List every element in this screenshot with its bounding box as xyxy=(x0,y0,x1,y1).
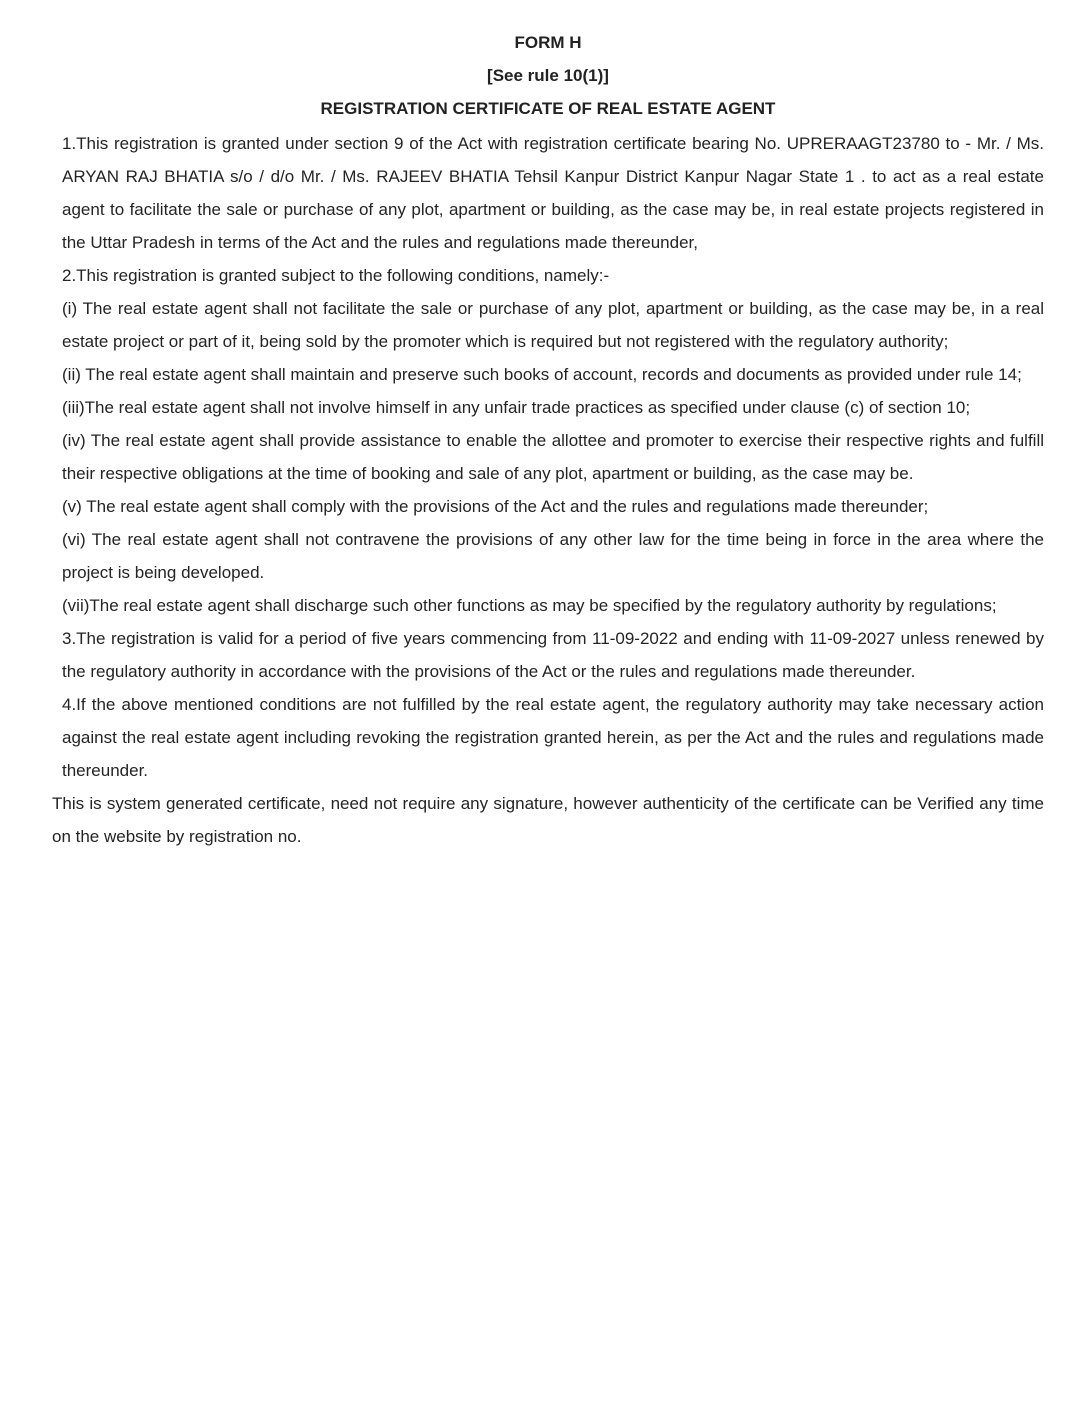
rule-reference: [See rule 10(1)] xyxy=(487,66,609,85)
condition-v-comply-provisions: (v) The real estate agent shall comply with the provisions of the Act and the rules and regulations made thereunder; xyxy=(62,497,929,516)
condition-vii-other-functions: (vii)The real estate agent shall discharge such other functions as may be specified by the regulatory authority by regulations; xyxy=(62,596,997,615)
document-header xyxy=(52,26,1044,125)
condition-vi-no-contravention: (vi) The real estate agent shall not contravene the provisions of any other law for the time being in force in the area where the project is being developed. xyxy=(62,530,1044,582)
paragraph-3-validity-period: 3.The registration is valid for a period of five years commencing from 11-09-2022 and ending with 11-09-2027 unless renewed by the regulatory authority in accordance with the provisions of the Act or the rules and regulations made thereunder. xyxy=(62,629,1044,681)
system-generated-note: This is system generated certificate, need not require any signature, however authenticity of the certificate can be Verified any time on the website by registration no. xyxy=(52,794,1044,846)
condition-iii-no-unfair-practices: (iii)The real estate agent shall not involve himself in any unfair trade practices as specified under clause (c) of section 10; xyxy=(62,398,971,417)
paragraph-1-registration-grant: 1.This registration is granted under section 9 of the Act with registration certificate bearing No. UPRERAAGT23780 to - Mr. / Ms. ARYAN RAJ BHATIA s/o / d/o Mr. / Ms. RAJEEV BHATIA Tehsil Kanpur District Kanpur Nagar State 1 . to act as a real estate agent to facilitate the sale or purchase of any plot, apartment or building, as the case may be, in real estate projects registered in the Uttar Pradesh in terms of the Act and the rules and regulations made thereunder, xyxy=(62,134,1044,252)
paragraph-2-conditions-intro: 2.This registration is granted subject to the following conditions, namely:- xyxy=(62,266,610,285)
paragraph-4-revocation: 4.If the above mentioned conditions are not fulfilled by the real estate agent, the regulatory authority may take necessary action against the real estate agent including revoking the registration granted herein, as per the Act and the rules and regulations made thereunder. xyxy=(62,695,1044,780)
document-body xyxy=(62,127,1044,787)
condition-iv-provide-assistance: (iv) The real estate agent shall provide assistance to enable the allottee and promoter to exercise their respective rights and fulfill their respective obligations at the time of booking and sale of any plot, apartment or building, as the case may be. xyxy=(62,431,1044,483)
form-title: FORM H xyxy=(514,33,582,52)
condition-ii-maintain-records: (ii) The real estate agent shall maintain and preserve such books of account, records and documents as provided under rule 14; xyxy=(62,365,1022,384)
certificate-heading: REGISTRATION CERTIFICATE OF REAL ESTATE AGENT xyxy=(320,99,776,118)
condition-i-no-unregistered-projects: (i) The real estate agent shall not facilitate the sale or purchase of any plot, apartment or building, as the case may be, in a real estate project or part of it, being sold by the promoter which is required but not registered with the regulatory authority; xyxy=(62,299,1044,351)
